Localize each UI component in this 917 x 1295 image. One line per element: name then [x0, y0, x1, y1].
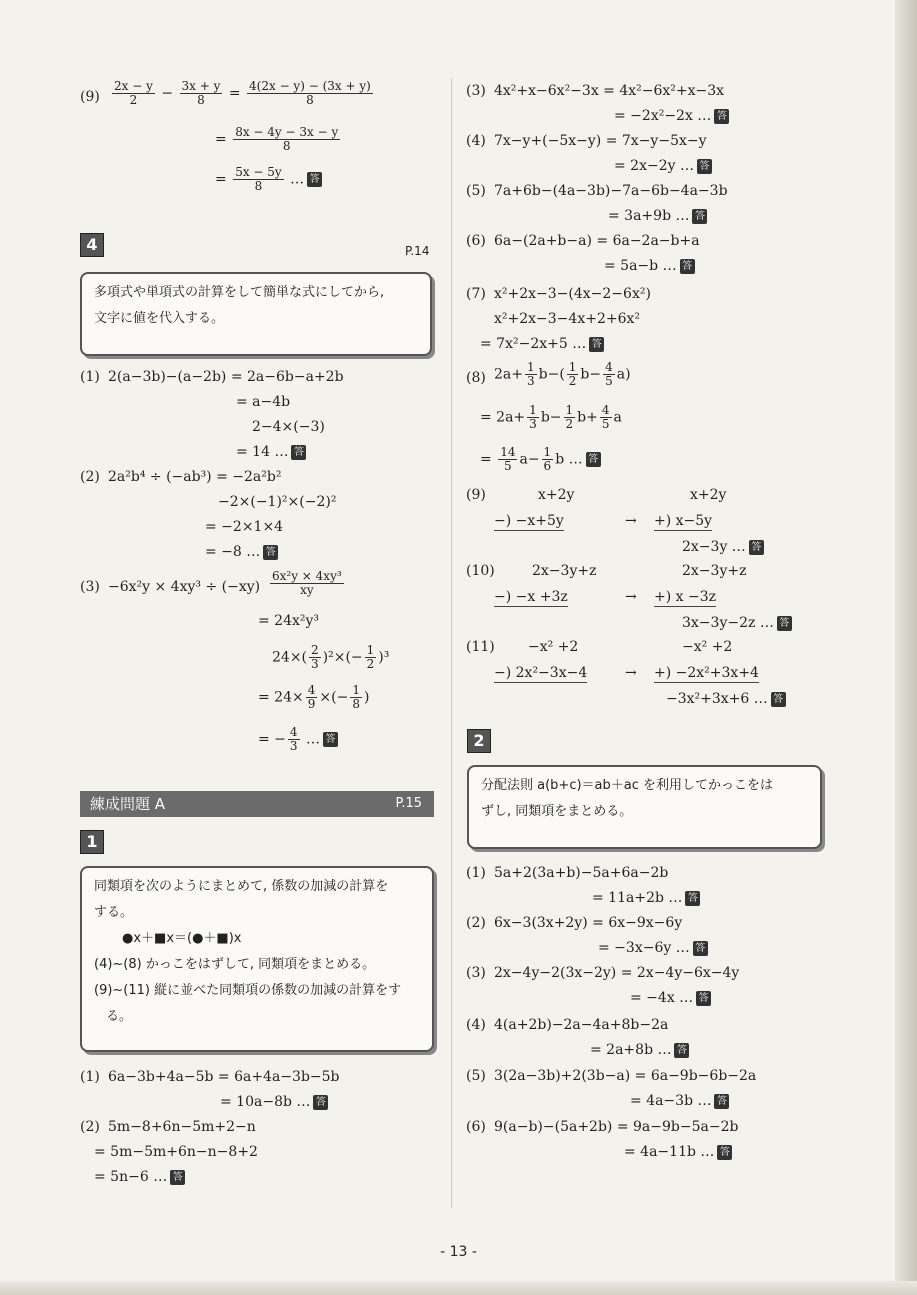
s4-q3-line: 24×( $\frac{2}{3}$ )²×(− $\frac{1}{2}$ )³	[272, 643, 390, 671]
r-q11-sub: −) 2x²−3x−4	[494, 665, 588, 681]
answer-mark: 答	[771, 692, 786, 707]
s2-q2-label: (2)	[466, 915, 486, 931]
r-q10-add: +) x −3z	[654, 589, 717, 605]
r-q7-line: = 7x²−2x+5 … 答	[480, 335, 604, 353]
s2-q2-line: 6x−3(3x+2y) = 6x−9x−6y	[494, 915, 683, 931]
r-q4-label: (4)	[466, 133, 486, 149]
r-q9-add: +) x−5y	[654, 513, 713, 529]
answer-mark: 答	[717, 1145, 732, 1160]
note-line: (4)~(8) かっこをはずして, 同類項をまとめる。	[94, 957, 376, 972]
s4-q2-line: 2a²b⁴ ÷ (−ab³) = −2a²b²	[108, 469, 282, 485]
note-line: 文字に値を代入する。	[94, 311, 225, 326]
s2-q6-label: (6)	[466, 1119, 486, 1135]
s4-q1-line: 2(a−3b)−(a−2b) = 2a−6b−a+2b	[108, 369, 344, 385]
answer-mark: 答	[714, 109, 729, 124]
answer-mark: 答	[680, 259, 695, 274]
s2-q4-line: = 2a+8b … 答	[590, 1041, 689, 1059]
r-q9-top2: x+2y	[690, 487, 727, 503]
s2-q3-line: = −4x … 答	[630, 989, 711, 1007]
s2-q1-line: = 11a+2b … 答	[592, 889, 700, 907]
r-q10-top2: 2x−3y+z	[682, 563, 747, 579]
answer-mark: 答	[674, 1043, 689, 1058]
section-4-number: 4	[80, 233, 104, 257]
s4-q1-line: 2−4×(−3)	[252, 419, 325, 435]
r-q8-line: 2a+ $\frac{1}{3}$ b−( $\frac{1}{2}$ b− $\frac{4}{5}$ a)	[494, 360, 631, 388]
answer-mark: 答	[692, 209, 707, 224]
s4-q3-frac: $\frac{\text{6x²y × 4xy³}}{xy}$	[272, 569, 342, 597]
q9-line1: $\frac{2x - y}{2}$ − $\frac{3x + y}{8}$ = $\frac{4(2x - y) - (3x + y)}{8}$	[114, 79, 371, 107]
pa-q1-line: 6a−3b+4a−5b = 6a+4a−3b−5b	[108, 1069, 340, 1085]
r-q8-line: = 2a+ $\frac{1}{3}$ b− $\frac{1}{2}$ b+ $\frac{4}{5}$ a	[480, 403, 622, 431]
r-q10-sub: −) −x +3z	[494, 589, 568, 605]
answer-mark: 答	[714, 1094, 729, 1109]
page-edge-shadow	[895, 0, 917, 1295]
r-q8-label: (8)	[466, 370, 486, 386]
note-line: 分配法則 a(b+c)＝ab＋ac を利用してかっこをは	[481, 778, 773, 793]
pa-q1-label: (1)	[80, 1069, 100, 1085]
r-q9-result: 2x−3y … 答	[682, 538, 764, 556]
answer-mark: 答	[291, 445, 306, 460]
practice-note	[80, 866, 434, 1052]
practice-a-title: 練成問題 A	[90, 795, 166, 813]
r-q9-sub: −) −x+5y	[494, 513, 564, 529]
page-bottom-edge	[0, 1281, 917, 1295]
note-line: ●x＋■x＝(●＋■)x	[122, 931, 242, 946]
note-line: (9)~(11) 縦に並べた同類項の係数の加減の計算をす	[94, 983, 402, 998]
s2-q5-line: 3(2a−3b)+2(3b−a) = 6a−9b−6b−2a	[494, 1068, 757, 1084]
answer-mark: 答	[589, 337, 604, 352]
practice-1-number: 1	[80, 830, 104, 854]
s2-q2-line: = −3x−6y … 答	[598, 939, 708, 957]
s4-q1-label: (1)	[80, 369, 100, 385]
s2-q6-line: = 4a−11b … 答	[624, 1143, 732, 1161]
s2-q6-line: 9(a−b)−(5a+2b) = 9a−9b−5a−2b	[494, 1119, 739, 1135]
q9-label: (9)	[80, 89, 100, 105]
r-q8-line: = $\frac{14}{5}$ a− $\frac{1}{6}$ b … 答	[480, 446, 601, 473]
r-q11-add: +) −2x²+3x+4	[654, 665, 759, 681]
s2-q5-line: = 4a−3b … 答	[630, 1092, 729, 1110]
pa-q2-line: = 5m−5m+6n−n−8+2	[94, 1144, 258, 1160]
r-q9-label: (9)	[466, 487, 486, 503]
section-4-note	[80, 272, 432, 356]
r-q5-line: 7a+6b−(4a−3b)−7a−6b−4a−3b	[494, 183, 728, 199]
s2-q1-label: (1)	[466, 865, 486, 881]
s4-q2-line: = −8 … 答	[205, 543, 278, 561]
answer-mark: 答	[313, 1095, 328, 1110]
note-line: 同類項を次のようにまとめて, 係数の加減の計算を	[94, 879, 389, 894]
s4-q3-label: (3)	[80, 579, 100, 595]
s4-q2-label: (2)	[80, 469, 100, 485]
r-q11-result: −3x²+3x+6 … 答	[666, 690, 786, 708]
s4-q3-line: = − $\frac{4}{3}$ … 答	[258, 726, 338, 753]
r-q11-arrow: →	[625, 665, 637, 681]
note-line: 多項式や単項式の計算をして簡単な式にしてから,	[94, 285, 385, 300]
r-q11-top: −x² +2	[528, 639, 579, 655]
r-q5-label: (5)	[466, 183, 486, 199]
r-q7-label: (7)	[466, 286, 486, 302]
section-4-page-ref: P.14	[405, 244, 430, 258]
q9-line3: = $\frac{5x - 5y}{8}$ … 答	[215, 166, 322, 193]
r-q4-line: 7x−y+(−5x−y) = 7x−y−5x−y	[494, 133, 707, 149]
pa-q2-label: (2)	[80, 1119, 100, 1135]
column-divider	[451, 78, 452, 1208]
practice-a-header	[80, 791, 434, 817]
r-q6-line: = 5a−b … 答	[604, 257, 695, 275]
note-line: する。	[94, 905, 134, 920]
s2-q4-line: 4(a+2b)−2a−4a+8b−2a	[494, 1017, 669, 1033]
s2-q4-label: (4)	[466, 1017, 486, 1033]
r-q10-label: (10)	[466, 563, 495, 579]
r-q4-line: = 2x−2y … 答	[614, 157, 712, 175]
pa-q1-line: = 10a−8b … 答	[220, 1093, 328, 1111]
pa-q2-line: = 5n−6 … 答	[94, 1168, 185, 1186]
r-q5-line: = 3a+9b … 答	[608, 207, 707, 225]
r-q10-arrow: →	[625, 589, 637, 605]
pa-q2-line: 5m−8+6n−5m+2−n	[108, 1119, 256, 1135]
s4-q1-line: = a−4b	[236, 394, 291, 410]
s2-q5-label: (5)	[466, 1068, 486, 1084]
answer-mark: 答	[696, 991, 711, 1006]
answer-mark: 答	[170, 1170, 185, 1185]
s4-q2-line: −2×(−1)²×(−2)²	[218, 494, 337, 510]
section-2-note	[467, 765, 822, 849]
answer-mark: 答	[323, 732, 338, 747]
r-q3-line: 4x²+x−6x²−3x = 4x²−6x²+x−3x	[494, 83, 725, 99]
r-q9-top: x+2y	[538, 487, 575, 503]
s2-q3-label: (3)	[466, 965, 486, 981]
answer-mark: 答	[307, 172, 322, 187]
s4-q1-line: = 14 … 答	[236, 443, 306, 461]
practice-a-page-ref: P.15	[395, 796, 422, 811]
answer-mark: 答	[693, 941, 708, 956]
q9-line2: = $\frac{8x - 4y - 3x - y}{8}$	[215, 125, 339, 153]
answer-mark: 答	[263, 545, 278, 560]
page-number: - 13 -	[440, 1244, 477, 1260]
answer-mark: 答	[777, 616, 792, 631]
note-line: る。	[106, 1009, 133, 1024]
r-q10-top: 2x−3y+z	[532, 563, 597, 579]
s4-q3-line: = 24× $\frac{4}{9}$ ×(− $\frac{1}{8}$ )	[258, 683, 370, 711]
r-q3-line: = −2x²−2x … 答	[614, 107, 729, 125]
s4-q2-line: = −2×1×4	[205, 519, 284, 535]
r-q7-line: x²+2x−3−(4x−2−6x²)	[494, 286, 651, 302]
s2-q3-line: 2x−4y−2(3x−2y) = 2x−4y−6x−4y	[494, 965, 740, 981]
r-q6-line: 6a−(2a+b−a) = 6a−2a−b+a	[494, 233, 700, 249]
answer-mark: 答	[685, 891, 700, 906]
r-q7-line: x²+2x−3−4x+2+6x²	[494, 311, 640, 327]
note-line: ずし, 同類項をまとめる。	[481, 804, 633, 819]
section-2-number: 2	[467, 729, 491, 753]
answer-mark: 答	[586, 452, 601, 467]
s4-q3-line: = 24x²y³	[258, 613, 320, 629]
s4-q3-line: −6x²y × 4xy³ ÷ (−xy)	[108, 579, 261, 595]
r-q6-label: (6)	[466, 233, 486, 249]
r-q11-top2: −x² +2	[682, 639, 733, 655]
r-q11-label: (11)	[466, 639, 495, 655]
answer-mark: 答	[697, 159, 712, 174]
r-q3-label: (3)	[466, 83, 486, 99]
r-q9-arrow: →	[625, 513, 637, 529]
r-q10-result: 3x−3y−2z … 答	[682, 614, 792, 632]
answer-mark: 答	[749, 540, 764, 555]
s2-q1-line: 5a+2(3a+b)−5a+6a−2b	[494, 865, 669, 881]
